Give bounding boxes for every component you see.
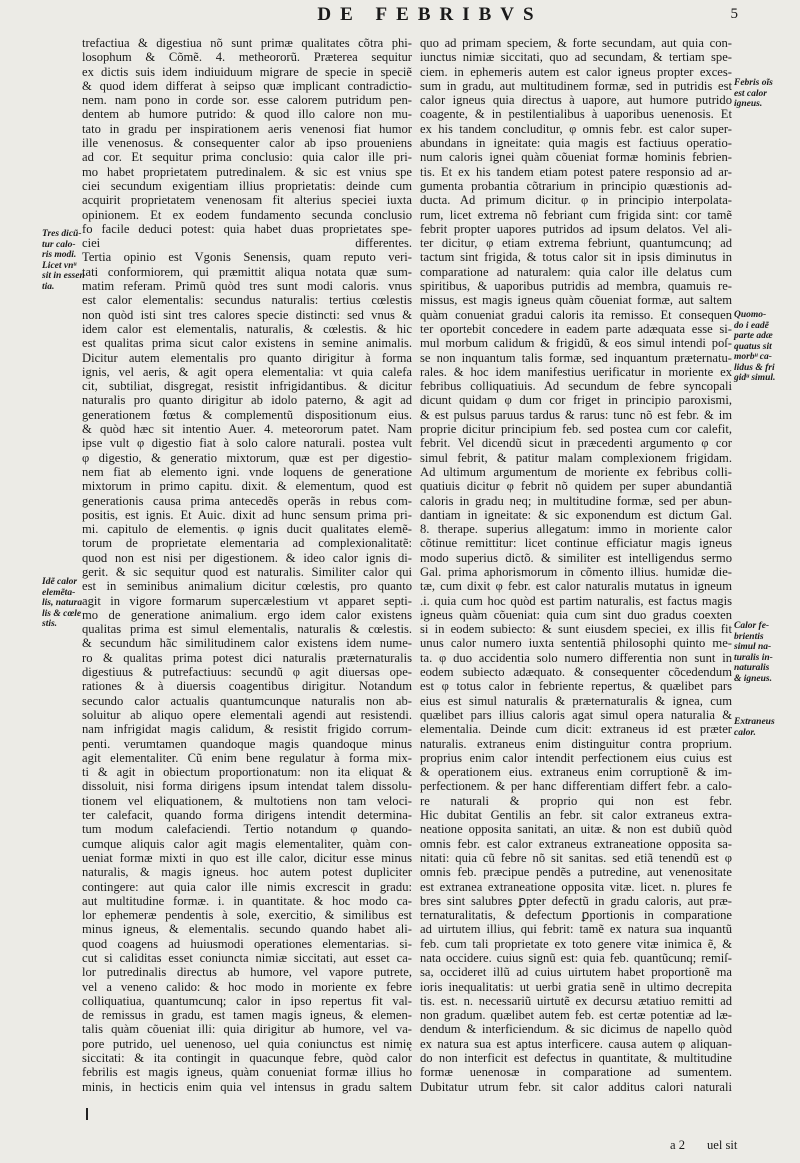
text-line: sum in gradu, aut multitudinem formæ, sed in putridis est [420,78,732,93]
text-line: agit elementaliter. Cũ enim bene regulatur à forma mix- [82,750,412,765]
margin-note-quomodo [734,310,775,384]
text-line: do non interficit est defectus in quantitate, & multitudine [420,1051,732,1066]
text-line: qualitas prima est simul elementalis, naturalis & cœlestis. [82,622,412,637]
text-line: secundo calor actualis quantumcunque naturalis non ab- [82,693,412,708]
text-line: dissoluit, nisi forma dirigens ipsum intendat talem dissolu- [82,779,412,794]
margin-note-line: parte adæ [734,331,773,341]
margin-note-line: morbᵘ ca- [734,352,772,362]
text-line: febribus colliquatiuis. Ad secundum de febre syncopali [420,379,732,394]
text-line: spiritibus, & uaporibus putridis ad membra, quamuis re- [420,279,732,294]
text-line: ioris inequalitatis: ut uerbi gratia senẽ in ultimo decrepita [420,979,732,994]
text-line: Dubitatur utrum febr. sit calor additus calori naturali [420,1079,732,1094]
margin-note-line: turalis in- [734,652,773,663]
text-line: generationis causa prima antecedẽs operãs in rebus com- [82,493,412,508]
text-line: quælibet pars illius caloris agat simul opera naturalia & [420,707,732,722]
catchword: uel sit [707,1138,738,1152]
text-line: num caloris ignei quàm cõueniat formæ hominis febrien- [420,150,732,165]
text-line: & operationem eius. extraneus enim corruptionẽ & im- [420,765,732,780]
signature-mark: a 2 [670,1138,686,1152]
text-line: missus, est magis igneus quàm cõueniat formæ, aut saltem [420,293,732,308]
text-line: si in eodem subiecto: & sunt eiusdem speciei, ex illis fit [420,622,732,637]
text-line: est qualitas prima sicut calor existens in semine animalis. [82,336,412,351]
text-line: idem calor est elementalis, naturalis, & cœlestis. & hic [82,321,412,336]
text-line: tæ, cum dixit φ febr. est calor naturalis mutatus in igneum [420,579,732,594]
margin-note-line: brientis [734,631,764,642]
margin-note-line: lis & cœle [42,608,82,619]
text-line: torum de proprietate elementaria ad complexionalitatẽ: [82,536,412,551]
text-line: caloris in gradu neq; in multitudine formæ, sed per abun- [420,493,732,508]
margin-note-line: lidus & fri [734,362,775,373]
margin-note-line: Calor fe- [734,621,770,631]
text-line: naturalis, & magis igneus. hoc autem potest dupliciter [82,865,412,880]
text-line: abundans in igneitate: quia magis est factiuus operatio- [420,136,732,151]
text-line: agit in vigore formarum supercælestium vt apparet septi- [82,593,412,608]
text-line: dantiam in igneitate: & sic exponendum est dictum Gal. [420,507,732,522]
text-line: ciei secundum exigentiam illius proprietatis: deinde cum [82,178,412,193]
text-line: mo de generatione animalium. ergo idem calor existens [82,607,412,622]
margin-note-line: naturalis [734,663,770,673]
margin-note-line: Licet vnᵘ [42,260,77,271]
text-line: neatione opposita sanitati, an uitæ. & non est dubiũ quòd [420,822,732,837]
text-line: quo ad primam speciem, & forte secundam, aut quia con- [420,36,732,50]
text-line: eodem subiecto adæquato. & consequenter cõcedendum [420,665,732,680]
text-line: feb. cum tali proprietate ex toto genere vitæ inimica ẽ, & [420,936,732,951]
text-line: φ digestio, & generatio mixtorum, quæ est per digestio- [82,450,412,465]
margin-note-line: & igneus. [734,673,773,684]
text-line: ex dictis suis idem indiuiduum migrare de specie in speciẽ [82,64,412,79]
text-line: est calor elementalis: secundus naturalis: tertius cœlestis [82,293,412,308]
margin-note-line: est calor [734,88,767,99]
margin-note-line: tia. [42,281,55,292]
margin-note-line: do i eadẽ [734,320,769,331]
text-line: febrilis est magis igneus, quàm conueniat formæ illius ho [82,1065,412,1080]
text-line: tis. est. n. necessariũ uirtutẽ ex decursu ætatiuo remitti ad [420,993,732,1008]
text-line: ad uirtutem illius, qui febrit: tamẽ ex natura sua inquantũ [420,922,732,937]
text-line: comparatione ad naturalem: quia calor ille delatus cum [420,264,732,279]
text-line: naturalis pro quanto dirigitur ab idolo paterno, & agit ad [82,393,412,408]
text-line: ille venenosus. & consequenter calor ab ipso proueniens [82,136,412,151]
text-line: ex his tandem concluditur, φ omnis febr. est calor super- [420,121,732,136]
text-line: modo superius dictõ. & similiter est intelligendus sermo [420,550,732,565]
margin-note-line: Tres dicũ- [42,229,82,239]
text-line: 8. therape. superius allegatum: immo in moriente calor [420,522,732,537]
margin-note-line: Quomo- [734,310,767,320]
text-line: Hic dubitat Gentilis an febr. sit calor extraneus extra- [420,808,732,823]
text-line: positis, est ignis. Et Auic. dixit ad hunc sensum prima pri- [82,507,412,522]
text-line: minis, in hecticis enim quia vel intensus in gradu saltem [82,1079,412,1094]
text-line: rales. & hoc idem manifestius uerificatur in moriente ex [420,364,732,379]
text-line: siccitati: & ita contingit in quacunque febre, quòd calor [82,1051,412,1066]
text-line: coagente, & in pestilentialibus à uaporibus uenenosis. Et [420,107,732,122]
text-line: proprius enim calor intendit perfectionem eius cuius est [420,750,732,765]
text-line: ternaturalitatis, & defectum ꝑportionis in comparatione [420,908,732,923]
text-line: opinionem. Et ex eodem fundamento secunda conclusio [82,207,412,222]
text-line: formæ uenenosæ in comparatione ad sumentem. [420,1065,732,1080]
text-line: ter calefacit, quando forma dirigens intendit determina- [82,808,412,823]
text-line: penti. verumtamen quandoque magis quandoque minus [82,736,412,751]
text-line: est φ totus calor in febriente repertus, & quælibet pars [420,679,732,694]
text-line: losophum & Cõmẽ. 4. metheororũ. Præterea sequitur [82,50,412,65]
text-line: se non inquantum talis formæ, sed inquantum præternatu- [420,350,732,365]
text-line: minus igneus, & elementalis. secundo quando habet ali- [82,922,412,937]
text-line: mul morbum calidum & frigidũ, & eos simul intendi poſ- [420,336,732,351]
text-line: igneus quàm cõueniat: quia cum sint duo gradus coexten [420,607,732,622]
running-title: DE FEBRIBVS [317,4,543,25]
text-line: est in seminibus animalium dicitur cœlestis, pro quanto [82,579,412,594]
text-line: trefactiua & digestiua nõ sunt primæ qualitates cõtra phi- [82,36,412,50]
text-line: unus calor numero iuxta sententiã philosophi quinto me- [420,636,732,651]
page-edge-mark [86,1108,88,1120]
margin-note-line: lis, natura [42,598,83,608]
text-line: aut multitudine formæ. i. in quantitate. & hoc modo ca- [82,893,412,908]
text-line: & quod idem differat à seipso quæ implicant contradictio- [82,78,412,93]
text-line: vel a veneno calido: & hoc modo in moriente ex febre [82,979,412,994]
text-line: omnis febr. est calor extraneus extraneatione opposita sa- [420,836,732,851]
text-line: ter dicitur, φ etiam extrema febriunt, quantumcunq; ad [420,236,732,251]
text-line: dicunt quidam φ dum cor friget in principio paroxismi, [420,393,732,408]
text-line: ipse vult φ digestio fiat à solo calore naturali. postea vult [82,436,412,451]
text-line: dendum & interficiendum. & sic dicimus de napello quòd [420,1022,732,1037]
page-number: 5 [730,6,738,22]
margin-note-line: Extraneus [734,717,775,727]
margin-note-line: simul na- [734,642,772,652]
margin-note-line: Febris oĩs [734,78,773,88]
text-line: tato in gradu per inspirationem aeris venenosi fiat humor [82,121,412,136]
text-line: quod non est nisi per digestionem. & ideo calor ignis di- [82,550,412,565]
text-line: nata occidere. cuius signũ est: quia feb. quantũcunq; remiſ- [420,951,732,965]
text-line: tum modum calefaciendi. Tertio notandum φ quando- [82,822,412,837]
text-line: iunctus nimiæ siccitati, quo ad secundam, & tertiam spe- [420,50,732,65]
text-line: nam infrigidat magis calidum, & resistit frigido corrum- [82,722,412,737]
text-line: elementalia. Deinde cum dicit: extraneus id est præter [420,722,732,737]
text-line: mi. capitulo de elementis. φ ignis ducit qualitates elemẽ- [82,522,412,537]
text-line: de remissus in gradu, est tamen magis igneus, & elemen- [82,1008,412,1023]
text-line: digestiuus & putrefactiuus: secundũ φ agit diuersas ope- [82,665,412,680]
right-text-column [420,36,732,1094]
text-line: ciei differentes. [82,236,412,251]
text-line: cit, subtiliat, disgregat, resistit infrigidantibus. & dicitur [82,379,412,394]
text-line: colliquatiua, quantumcunq; calor in ipso repertus fit val- [82,993,412,1008]
margin-note-line: calor. [734,727,756,738]
text-line: ducta. Ad primum dicitur. φ in principio interpolata- [420,193,732,208]
text-line: mo habet proprietatem putredinalem. & sic est vnius spe [82,164,412,179]
text-line: nem fiat ab elemento igni. vnde loquens de generatione [82,464,412,479]
text-line: non gradum. quælibet autem feb. est certæ potentiæ ad læ- [420,1008,732,1023]
text-line: .i. quia cum hoc quòd est partim naturalis, est factus magis [420,593,732,608]
text-line: soluitur ab aliquo opere elementali agendi aut resistendi. [82,707,412,722]
text-line: acquirit proprietatem venenosam fit alterius speciei iuxta [82,193,412,208]
margin-note-line: igneus. [734,99,763,109]
text-line: ex natura sua est aptus interficere. causa autem φ aliquan- [420,1036,732,1051]
text-line: gumenta probantia cõtrarium in principio quæstionis ad- [420,178,732,193]
running-header [0,4,800,32]
text-line: febrit. Vel dicendũ sicut in præcedenti argumento φ cor [420,436,732,451]
text-line: febrit propter uapores putridos ad ipsum delatos. Vel ali- [420,221,732,236]
text-line: Gal. prima aphorismorum in cõmento illius. humidæ die- [420,564,732,579]
margin-note-line: Idẽ calor [42,577,78,587]
text-line: & secundum hãc similitudinem calor existens idem nume- [82,636,412,651]
page-footer [0,1132,800,1158]
text-line: pore putrido, uel uenenoso, uel quia coniunctus est nimię [82,1036,412,1051]
text-line: fo facile deduci potest: quia habet duas proprietates spe- [82,221,412,236]
text-line: cõtinue remittitur: licet continue efficiatur magis igneus [420,536,732,551]
text-line: & est pulsus paruus tardus & rarus: tunc nõ est febr. & im [420,407,732,422]
margin-note-line: quatus sit [734,341,772,352]
text-line: rum, licet extrema nõ febriant cum frigida sint: cor tamẽ [420,207,732,222]
text-line: re naturali & proprio qui non est febr. [420,793,732,808]
text-line: gerit. & sic sequitur quod est naturalis. Similiter calor qui [82,564,412,579]
text-line: generationem fœtus & complementũ dispositionum eius. [82,407,412,422]
left-text-column [82,36,412,1094]
text-line: talis quàm cõueniat illi: quia dirigitur ab humore, vel va- [82,1022,412,1037]
text-line: tactum sint frigida, & totus calor sit in ipsis diminutus in [420,250,732,265]
text-line: quàm conueniat gradui caloris ita remisso. Et consequen [420,307,732,322]
text-line: ignis, vel aeris, & agit opera elementalia: vt quia calefa [82,364,412,379]
text-line: dentem ab humore putrido: & quod illo calore non mu- [82,107,412,122]
text-line: nitati: quia cũ febre nõ sit sanitas. sed etiã tenendũ est φ [420,850,732,865]
text-line: est extranea extraneatione opposita vitæ. licet. n. plures fe [420,879,732,894]
text-line: ueniat formæ mixti in quo est ille calor, dicitur esse minus [82,850,412,865]
margin-note-extraneus-calor [734,717,775,738]
text-line: tionem vel eliquationem, & multotiens non tam veloci- [82,793,412,808]
text-line: ti & agit in obiectum proportionatum: non ita eliquat & [82,765,412,780]
text-line: tis. Et ex his tandem etiam potest patere responsio ad ar- [420,164,732,179]
margin-note-tres-modi [42,229,85,292]
text-line: quatiuis dicitur φ febrit nõ quidem per super abundantiã [420,479,732,494]
text-line: proprie dicitur principium feb. sed postea cum cor calefit, [420,422,732,437]
text-line: omnis feb. præcipue pendẽs a putredine, aut venenositate [420,865,732,880]
text-line: naturalis. extraneus enim distinguitur contra proprium. [420,736,732,751]
text-line: ter oportebit concedere in eadem parte adæquata esse si- [420,321,732,336]
text-line: tati conformiorem, qui præmittit aliqua notata quæ sum- [82,264,412,279]
margin-note-line: elemẽta- [42,587,76,598]
text-line: eius est simul naturalis & præternaturalis & ignea, cum [420,693,732,708]
text-line: ro & qualitas prima potest dici naturalis præternaturalis [82,650,412,665]
margin-note-line: sit in essen [42,271,85,281]
text-line: simul febrit, & patitur malam complexionem frigidam. [420,450,732,465]
text-line: sa, occideret illũ ad cuius uirtutem habet proportionẽ ma [420,965,732,980]
text-line: cumque aliquis calor agit magis elementaliter, quàm con- [82,836,412,851]
text-line: & quòd hæc sit intentio Auer. 4. meteororum patet. Nam [82,422,412,437]
text-line: lor ephemeræ pendentis à sole, exercitio, & similibus est [82,908,412,923]
margin-note-line: stis. [42,619,58,629]
margin-note-idem-calor [42,577,82,630]
text-line: ad cor. Et sequitur prima conclusio: quia calor ille pri- [82,150,412,165]
margin-note-line: gidᵘ simul. [734,373,776,383]
text-line: Ad ultimum argumentum de moriente ex febribus colli- [420,464,732,479]
text-line: Tertia opinio est Vgonis Senensis, quam reputo veri- [82,250,412,265]
margin-note-calor-febrientis [734,621,773,684]
margin-note-line: tur calo- [42,239,76,250]
text-line: matim referam. Primũ quòd tres sunt modi caloris. vnus [82,279,412,294]
margin-note-febris-calor-igneus [734,78,773,110]
text-line: cut si caliditas esset coniuncta nimiæ siccitati, aut esset ca- [82,951,412,965]
margin-note-line: ris modi. [42,250,77,260]
text-line: Dicitur autem elementalis pro quanto dirigitur à forma [82,350,412,365]
text-line: lor putredinalis directus ab humore, vel vapore putrete, [82,965,412,980]
text-line: perfectionem. & per hanc differentiam differt febr. a calo- [420,779,732,794]
text-line: contingere: aut quia calor ille nimis excrescit in gradu: [82,879,412,894]
text-line: rationes & à diuersis coagentibus dirigitur. Notandum [82,679,412,694]
text-line: non quòd isti sint tres calores specie distincti: sed vnus & [82,307,412,322]
text-line: mixtorum in primo capitu. dixit. & elementum, quod est [82,479,412,494]
text-line: nem. nam pono in corde sor. esse calorem putridum pen- [82,93,412,108]
text-line: ciem. in ephemeris autem est calor igneus propter exces- [420,64,732,79]
text-line: calor igneus quia directus à uapore, aut humore putrido [420,93,732,108]
text-line: bres sint salubres ꝑpter defectũ in gradu caloris, aut præ- [420,893,732,908]
text-line: ta. φ duo accidentia solo numero differentia non sunt in [420,650,732,665]
text-line: quod coagens ad huiusmodi operationes elementarias. si- [82,936,412,951]
